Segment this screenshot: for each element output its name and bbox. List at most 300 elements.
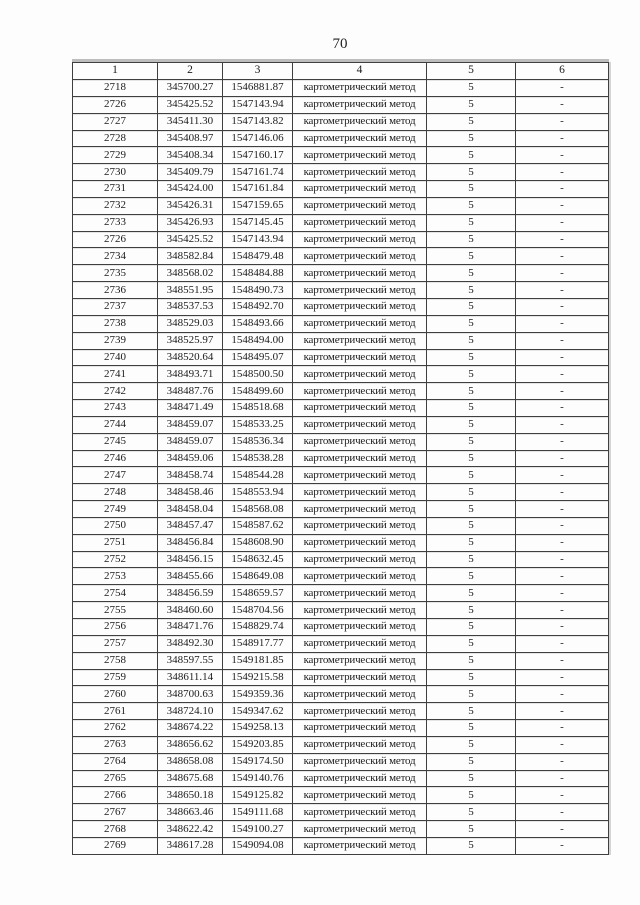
table-cell: 5 (427, 400, 516, 417)
table-cell: 2755 (73, 602, 158, 619)
method-cell: картометрический метод (293, 619, 427, 636)
table-cell: 348458.74 (158, 467, 223, 484)
table-cell: 2728 (73, 130, 158, 147)
table-cell: 5 (427, 450, 516, 467)
table-cell: - (516, 467, 609, 484)
table-cell: 348492.30 (158, 635, 223, 652)
table-row (73, 551, 609, 568)
method-cell: картометрический метод (293, 585, 427, 602)
method-cell: картометрический метод (293, 416, 427, 433)
table-cell: 1549111.68 (223, 804, 293, 821)
table-cell: 5 (427, 282, 516, 299)
method-cell: картометрический метод (293, 197, 427, 214)
method-cell: картометрический метод (293, 315, 427, 332)
table-cell: - (516, 602, 609, 619)
table-cell: 1548553.94 (223, 484, 293, 501)
table-cell: 348456.84 (158, 534, 223, 551)
table-cell: 5 (427, 602, 516, 619)
table-cell: 1548649.08 (223, 568, 293, 585)
table-cell: - (516, 113, 609, 130)
method-cell: картометрический метод (293, 686, 427, 703)
table-cell: - (516, 181, 609, 198)
table-cell: 345408.97 (158, 130, 223, 147)
table-cell: - (516, 433, 609, 450)
table-cell: 1549258.13 (223, 720, 293, 737)
table-cell: - (516, 130, 609, 147)
method-cell: картометрический метод (293, 720, 427, 737)
table-row (73, 619, 609, 636)
table-cell: 5 (427, 753, 516, 770)
table-cell: 5 (427, 787, 516, 804)
table-row (73, 753, 609, 770)
table-cell: 5 (427, 804, 516, 821)
table-cell: 345425.52 (158, 96, 223, 113)
table-cell: 1547143.82 (223, 113, 293, 130)
table-row (73, 703, 609, 720)
method-cell: картометрический метод (293, 635, 427, 652)
table-cell: - (516, 298, 609, 315)
table-row (73, 80, 609, 97)
table-cell: 5 (427, 96, 516, 113)
table-cell: - (516, 669, 609, 686)
table-cell: 1548500.50 (223, 366, 293, 383)
table-row (73, 686, 609, 703)
table-cell: 345700.27 (158, 80, 223, 97)
column-header: 3 (223, 63, 293, 80)
column-header: 5 (427, 63, 516, 80)
table-cell: 2743 (73, 400, 158, 417)
table-row (73, 265, 609, 282)
table-cell: - (516, 349, 609, 366)
table-cell: - (516, 720, 609, 737)
column-header: 6 (516, 63, 609, 80)
table-cell: - (516, 231, 609, 248)
table-cell: 1547143.94 (223, 96, 293, 113)
column-header: 2 (158, 63, 223, 80)
table-cell: 2765 (73, 770, 158, 787)
table-cell: 2753 (73, 568, 158, 585)
table-cell: - (516, 484, 609, 501)
table-cell: 1548493.66 (223, 315, 293, 332)
method-cell: картометрический метод (293, 534, 427, 551)
table-row (73, 214, 609, 231)
table-row (73, 96, 609, 113)
table-cell: 2726 (73, 96, 158, 113)
table-cell: 5 (427, 214, 516, 231)
method-cell: картометрический метод (293, 298, 427, 315)
table-cell: 348471.49 (158, 400, 223, 417)
table-cell: 1549125.82 (223, 787, 293, 804)
page-number: 70 (332, 36, 348, 52)
table-cell: 5 (427, 467, 516, 484)
table-row (73, 467, 609, 484)
table-cell: 5 (427, 484, 516, 501)
table-cell: 348458.04 (158, 501, 223, 518)
method-cell: картометрический метод (293, 96, 427, 113)
table-cell: - (516, 96, 609, 113)
table-cell: 1548917.77 (223, 635, 293, 652)
table-cell: 5 (427, 164, 516, 181)
table-cell: 348663.46 (158, 804, 223, 821)
table-cell: 1548587.62 (223, 517, 293, 534)
table-cell: 5 (427, 686, 516, 703)
table-cell: - (516, 703, 609, 720)
table-cell: 2729 (73, 147, 158, 164)
table-cell: 2762 (73, 720, 158, 737)
method-cell: картометрический метод (293, 433, 427, 450)
table-cell: 2756 (73, 619, 158, 636)
method-cell: картометрический метод (293, 652, 427, 669)
table-row (73, 770, 609, 787)
table-cell: 348622.42 (158, 821, 223, 838)
table-header-row (73, 63, 609, 80)
table-cell: - (516, 534, 609, 551)
table-cell: - (516, 837, 609, 854)
table-cell: 348487.76 (158, 383, 223, 400)
table-cell: 2764 (73, 753, 158, 770)
table-cell: 5 (427, 501, 516, 518)
table-row (73, 231, 609, 248)
table-cell: 348537.53 (158, 298, 223, 315)
method-cell: картометрический метод (293, 265, 427, 282)
table-cell: 2739 (73, 332, 158, 349)
table-cell: - (516, 551, 609, 568)
table-row (73, 602, 609, 619)
method-cell: картометрический метод (293, 753, 427, 770)
table-cell: 2749 (73, 501, 158, 518)
table-cell: 348459.07 (158, 416, 223, 433)
table-cell: 1548536.34 (223, 433, 293, 450)
table-cell: 348458.46 (158, 484, 223, 501)
method-cell: картометрический метод (293, 551, 427, 568)
table-cell: 348520.64 (158, 349, 223, 366)
table-cell: - (516, 164, 609, 181)
table-cell: 2754 (73, 585, 158, 602)
table-cell: 5 (427, 366, 516, 383)
table-row (73, 282, 609, 299)
table-row (73, 366, 609, 383)
table-cell: 1547160.17 (223, 147, 293, 164)
method-cell: картометрический метод (293, 501, 427, 518)
table-cell: 348597.55 (158, 652, 223, 669)
table-cell: 2745 (73, 433, 158, 450)
method-cell: картометрический метод (293, 568, 427, 585)
table-cell: 5 (427, 635, 516, 652)
table-cell: 348582.84 (158, 248, 223, 265)
table-cell: 1548538.28 (223, 450, 293, 467)
table-cell: - (516, 501, 609, 518)
table-row (73, 315, 609, 332)
table-cell: 1548495.07 (223, 349, 293, 366)
table-cell: 2718 (73, 80, 158, 97)
method-cell: картометрический метод (293, 770, 427, 787)
method-cell: картометрический метод (293, 282, 427, 299)
table-cell: 348724.10 (158, 703, 223, 720)
table-cell: 1549174.50 (223, 753, 293, 770)
table-cell: 1549100.27 (223, 821, 293, 838)
table-cell: 1548484.88 (223, 265, 293, 282)
table-cell: 1548490.73 (223, 282, 293, 299)
table-cell: - (516, 265, 609, 282)
table-cell: 2761 (73, 703, 158, 720)
table-cell: 5 (427, 619, 516, 636)
table-row (73, 804, 609, 821)
table-row (73, 635, 609, 652)
table-cell: 1548499.60 (223, 383, 293, 400)
table-cell: 5 (427, 551, 516, 568)
table-cell: 2733 (73, 214, 158, 231)
table-cell: 5 (427, 433, 516, 450)
table-cell: 2742 (73, 383, 158, 400)
table-cell: 1548492.70 (223, 298, 293, 315)
table-cell: 5 (427, 568, 516, 585)
table-row (73, 147, 609, 164)
table-cell: 345411.30 (158, 113, 223, 130)
method-cell: картометрический метод (293, 484, 427, 501)
table-cell: - (516, 736, 609, 753)
table-cell: - (516, 450, 609, 467)
table-cell: 1546881.87 (223, 80, 293, 97)
table-row (73, 181, 609, 198)
method-cell: картометрический метод (293, 517, 427, 534)
table-cell: 2758 (73, 652, 158, 669)
table-row (73, 484, 609, 501)
table-cell: 1548829.74 (223, 619, 293, 636)
table-row (73, 534, 609, 551)
table-cell: 5 (427, 315, 516, 332)
table-row (73, 197, 609, 214)
table-cell: 348493.71 (158, 366, 223, 383)
table-cell: 5 (427, 736, 516, 753)
table-cell: 348658.08 (158, 753, 223, 770)
table-cell: 2751 (73, 534, 158, 551)
table-cell: 345425.52 (158, 231, 223, 248)
column-header: 1 (73, 63, 158, 80)
method-cell: картометрический метод (293, 450, 427, 467)
table-cell: - (516, 619, 609, 636)
table-cell: 348675.68 (158, 770, 223, 787)
table-row (73, 736, 609, 753)
method-cell: картометрический метод (293, 837, 427, 854)
method-cell: картометрический метод (293, 703, 427, 720)
table-cell: 348568.02 (158, 265, 223, 282)
table-cell: 2767 (73, 804, 158, 821)
table-row (73, 568, 609, 585)
table-cell: 2734 (73, 248, 158, 265)
table-cell: - (516, 366, 609, 383)
table-row (73, 837, 609, 854)
table-cell: 2737 (73, 298, 158, 315)
table-cell: 348459.07 (158, 433, 223, 450)
table-cell: 348529.03 (158, 315, 223, 332)
table-cell: - (516, 787, 609, 804)
table-cell: 2757 (73, 635, 158, 652)
table-cell: 5 (427, 265, 516, 282)
table-cell: 348456.15 (158, 551, 223, 568)
table-cell: 2732 (73, 197, 158, 214)
table-cell: 5 (427, 821, 516, 838)
method-cell: картометрический метод (293, 147, 427, 164)
method-cell: картометрический метод (293, 736, 427, 753)
table-row (73, 130, 609, 147)
method-cell: картометрический метод (293, 821, 427, 838)
table-row (73, 585, 609, 602)
table-row (73, 113, 609, 130)
method-cell: картометрический метод (293, 400, 427, 417)
table-cell: 2759 (73, 669, 158, 686)
table-row (73, 450, 609, 467)
table-cell: 348611.14 (158, 669, 223, 686)
table-cell: 345409.79 (158, 164, 223, 181)
method-cell: картометрический метод (293, 804, 427, 821)
table-cell: 2768 (73, 821, 158, 838)
table-cell: 1549203.85 (223, 736, 293, 753)
table-cell: 1548479.48 (223, 248, 293, 265)
table-header (73, 63, 609, 80)
table-cell: 1548704.56 (223, 602, 293, 619)
table-cell: 2740 (73, 349, 158, 366)
method-cell: картометрический метод (293, 787, 427, 804)
table-row (73, 720, 609, 737)
table-cell: 1548659.57 (223, 585, 293, 602)
table-cell: 2736 (73, 282, 158, 299)
table-cell: 345426.31 (158, 197, 223, 214)
table-row (73, 349, 609, 366)
table-cell: 5 (427, 383, 516, 400)
table-cell: 5 (427, 147, 516, 164)
table-cell: - (516, 147, 609, 164)
table-cell: 5 (427, 349, 516, 366)
table-cell: 1549094.08 (223, 837, 293, 854)
table-cell: 348460.60 (158, 602, 223, 619)
table-cell: 5 (427, 837, 516, 854)
table-cell: 5 (427, 669, 516, 686)
table-cell: 5 (427, 130, 516, 147)
table-cell: 1549347.62 (223, 703, 293, 720)
table-cell: 2748 (73, 484, 158, 501)
table-cell: 5 (427, 80, 516, 97)
method-cell: картометрический метод (293, 332, 427, 349)
table-cell: 2750 (73, 517, 158, 534)
method-cell: картометрический метод (293, 349, 427, 366)
table-cell: 5 (427, 416, 516, 433)
table-cell: 348617.28 (158, 837, 223, 854)
table-cell: 5 (427, 332, 516, 349)
table-cell: 1547161.84 (223, 181, 293, 198)
table-cell: 2744 (73, 416, 158, 433)
table-row (73, 383, 609, 400)
table-cell: - (516, 652, 609, 669)
coordinates-table (72, 62, 609, 855)
table-cell: 1547146.06 (223, 130, 293, 147)
table-cell: 1548533.25 (223, 416, 293, 433)
table-cell: 348455.66 (158, 568, 223, 585)
table-cell: 348457.47 (158, 517, 223, 534)
table-cell: 2760 (73, 686, 158, 703)
table-cell: - (516, 585, 609, 602)
table-row (73, 787, 609, 804)
table-row (73, 248, 609, 265)
table-row (73, 501, 609, 518)
table-cell: 345424.00 (158, 181, 223, 198)
table-cell: 348459.06 (158, 450, 223, 467)
table-cell: - (516, 635, 609, 652)
table-row (73, 433, 609, 450)
table-cell: 5 (427, 298, 516, 315)
table-cell: 348525.97 (158, 332, 223, 349)
table-cell: 345408.34 (158, 147, 223, 164)
table-cell: 5 (427, 181, 516, 198)
method-cell: картометрический метод (293, 366, 427, 383)
table-cell: 5 (427, 517, 516, 534)
table-cell: 1549140.76 (223, 770, 293, 787)
table-cell: - (516, 400, 609, 417)
table-row (73, 400, 609, 417)
table-cell: - (516, 80, 609, 97)
table-row (73, 164, 609, 181)
table-cell: - (516, 315, 609, 332)
table-cell: - (516, 332, 609, 349)
table-row (73, 669, 609, 686)
table-cell: - (516, 197, 609, 214)
method-cell: картометрический метод (293, 248, 427, 265)
method-cell: картометрический метод (293, 383, 427, 400)
method-cell: картометрический метод (293, 231, 427, 248)
table-cell: - (516, 686, 609, 703)
table-cell: - (516, 770, 609, 787)
table-cell: 1547159.65 (223, 197, 293, 214)
method-cell: картометрический метод (293, 214, 427, 231)
table-cell: 348471.76 (158, 619, 223, 636)
table-cell: 2726 (73, 231, 158, 248)
method-cell: картометрический метод (293, 113, 427, 130)
table-row (73, 298, 609, 315)
table-cell: 1549181.85 (223, 652, 293, 669)
table-cell: - (516, 753, 609, 770)
table-cell: 1548568.08 (223, 501, 293, 518)
table-row (73, 821, 609, 838)
table-cell: 348650.18 (158, 787, 223, 804)
method-cell: картометрический метод (293, 467, 427, 484)
method-cell: картометрический метод (293, 181, 427, 198)
table-cell: 1547145.45 (223, 214, 293, 231)
table-cell: 2747 (73, 467, 158, 484)
table-cell: 1548494.00 (223, 332, 293, 349)
method-cell: картометрический метод (293, 669, 427, 686)
table-cell: 2752 (73, 551, 158, 568)
table-cell: 348674.22 (158, 720, 223, 737)
table-cell: 5 (427, 720, 516, 737)
table-cell: 5 (427, 703, 516, 720)
table-cell: 2730 (73, 164, 158, 181)
table-cell: 1548544.28 (223, 467, 293, 484)
table-cell: - (516, 821, 609, 838)
table-cell: - (516, 214, 609, 231)
table-cell: 2731 (73, 181, 158, 198)
table-cell: - (516, 282, 609, 299)
table-cell: 5 (427, 770, 516, 787)
table-cell: 2746 (73, 450, 158, 467)
table-body (73, 80, 609, 855)
table-cell: 2738 (73, 315, 158, 332)
table-row (73, 416, 609, 433)
method-cell: картометрический метод (293, 80, 427, 97)
table-cell: 2735 (73, 265, 158, 282)
table-cell: 2727 (73, 113, 158, 130)
table-cell: - (516, 517, 609, 534)
table-cell: - (516, 804, 609, 821)
table-cell: 1549359.36 (223, 686, 293, 703)
